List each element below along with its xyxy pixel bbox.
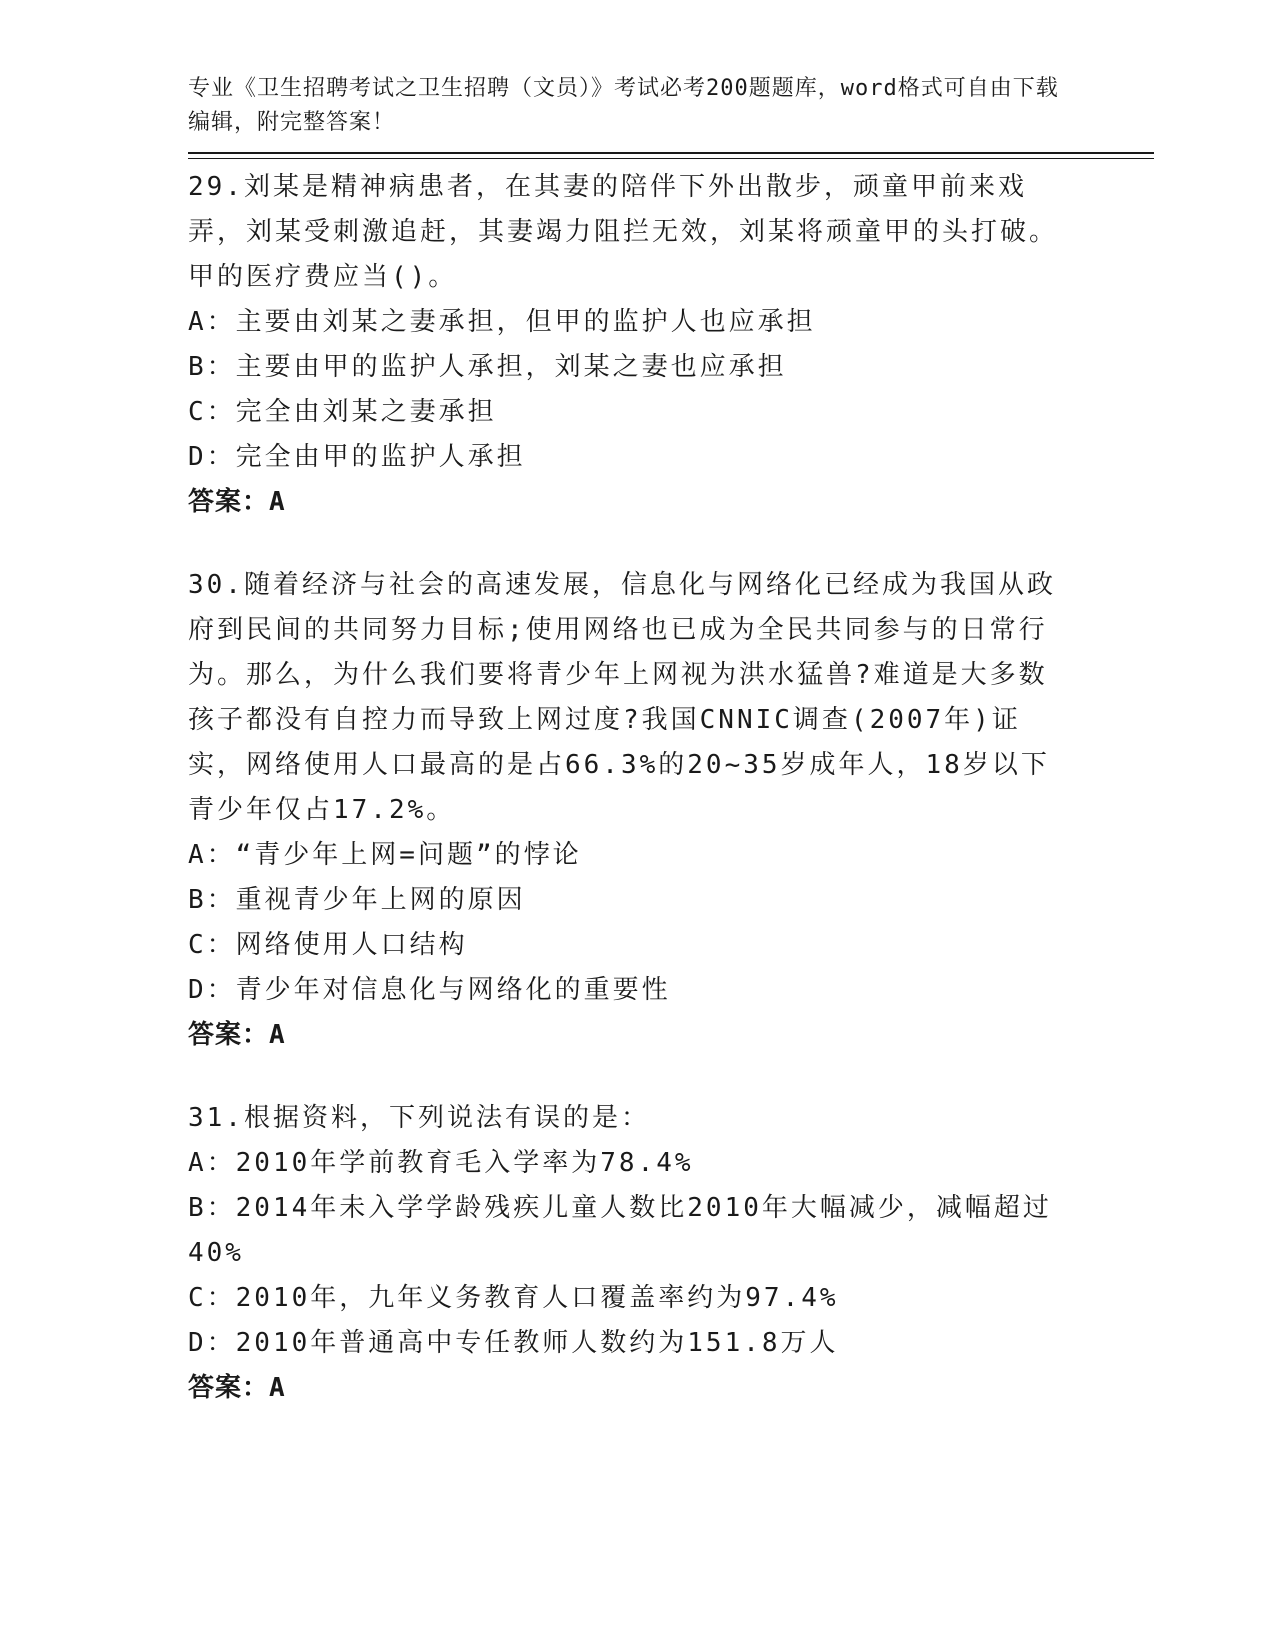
question-stem: 31.根据资料，下列说法有误的是：	[188, 1103, 650, 1133]
option-b: B：2014年未入学学龄残疾儿童人数比2010年大幅减少，减幅超过40%	[188, 1193, 1052, 1268]
option-c: C：网络使用人口结构	[188, 930, 468, 960]
option-d: D：青少年对信息化与网络化的重要性	[188, 975, 671, 1005]
option-a: A：主要由刘某之妻承担，但甲的监护人也应承担	[188, 307, 816, 337]
question-list	[188, 165, 1154, 1411]
answer-line: 答案：A	[188, 1020, 286, 1050]
option-b: B：重视青少年上网的原因	[188, 885, 526, 915]
option-b: B：主要由甲的监护人承担，刘某之妻也应承担	[188, 352, 787, 382]
question-stem: 30.随着经济与社会的高速发展，信息化与网络化已经成为我国从政府到民间的共同努力目标;使用网络也已成为全民共同参与的日常行为。那么，为什么我们要将青少年上网视为洪水猛兽?难道是大多数孩子都没有自控力而导致上网过度?我国CNNIC调查(2007年)证实，网络使用人口最高的是占66.3%的20~35岁成年人，18岁以下青少年仅占17.2%。	[188, 570, 1056, 825]
option-a: A：“青少年上网=问题”的悖论	[188, 840, 582, 870]
option-a: A：2010年学前教育毛入学率为78.4%	[188, 1148, 694, 1178]
option-d: D：完全由甲的监护人承担	[188, 442, 526, 472]
option-c: C：完全由刘某之妻承担	[188, 397, 497, 427]
question-stem: 29.刘某是精神病患者，在其妻的陪伴下外出散步，顽童甲前来戏弄，刘某受刺激追赶，其妻竭力阻拦无效，刘某将顽童甲的头打破。甲的医疗费应当()。	[188, 172, 1059, 292]
answer-line: 答案：A	[188, 487, 286, 517]
question-29	[188, 165, 1154, 525]
question-30	[188, 563, 1154, 1058]
question-31	[188, 1096, 1154, 1411]
option-d: D：2010年普通高中专任教师人数约为151.8万人	[188, 1328, 839, 1358]
option-c: C：2010年，九年义务教育人口覆盖率约为97.4%	[188, 1283, 839, 1313]
answer-line: 答案：A	[188, 1373, 286, 1403]
document-page	[188, 72, 1154, 1449]
header-divider	[188, 152, 1154, 159]
document-header: 专业《卫生招聘考试之卫生招聘（文员）》考试必考200题题库，word格式可自由下载编辑，附完整答案！	[188, 76, 1059, 135]
